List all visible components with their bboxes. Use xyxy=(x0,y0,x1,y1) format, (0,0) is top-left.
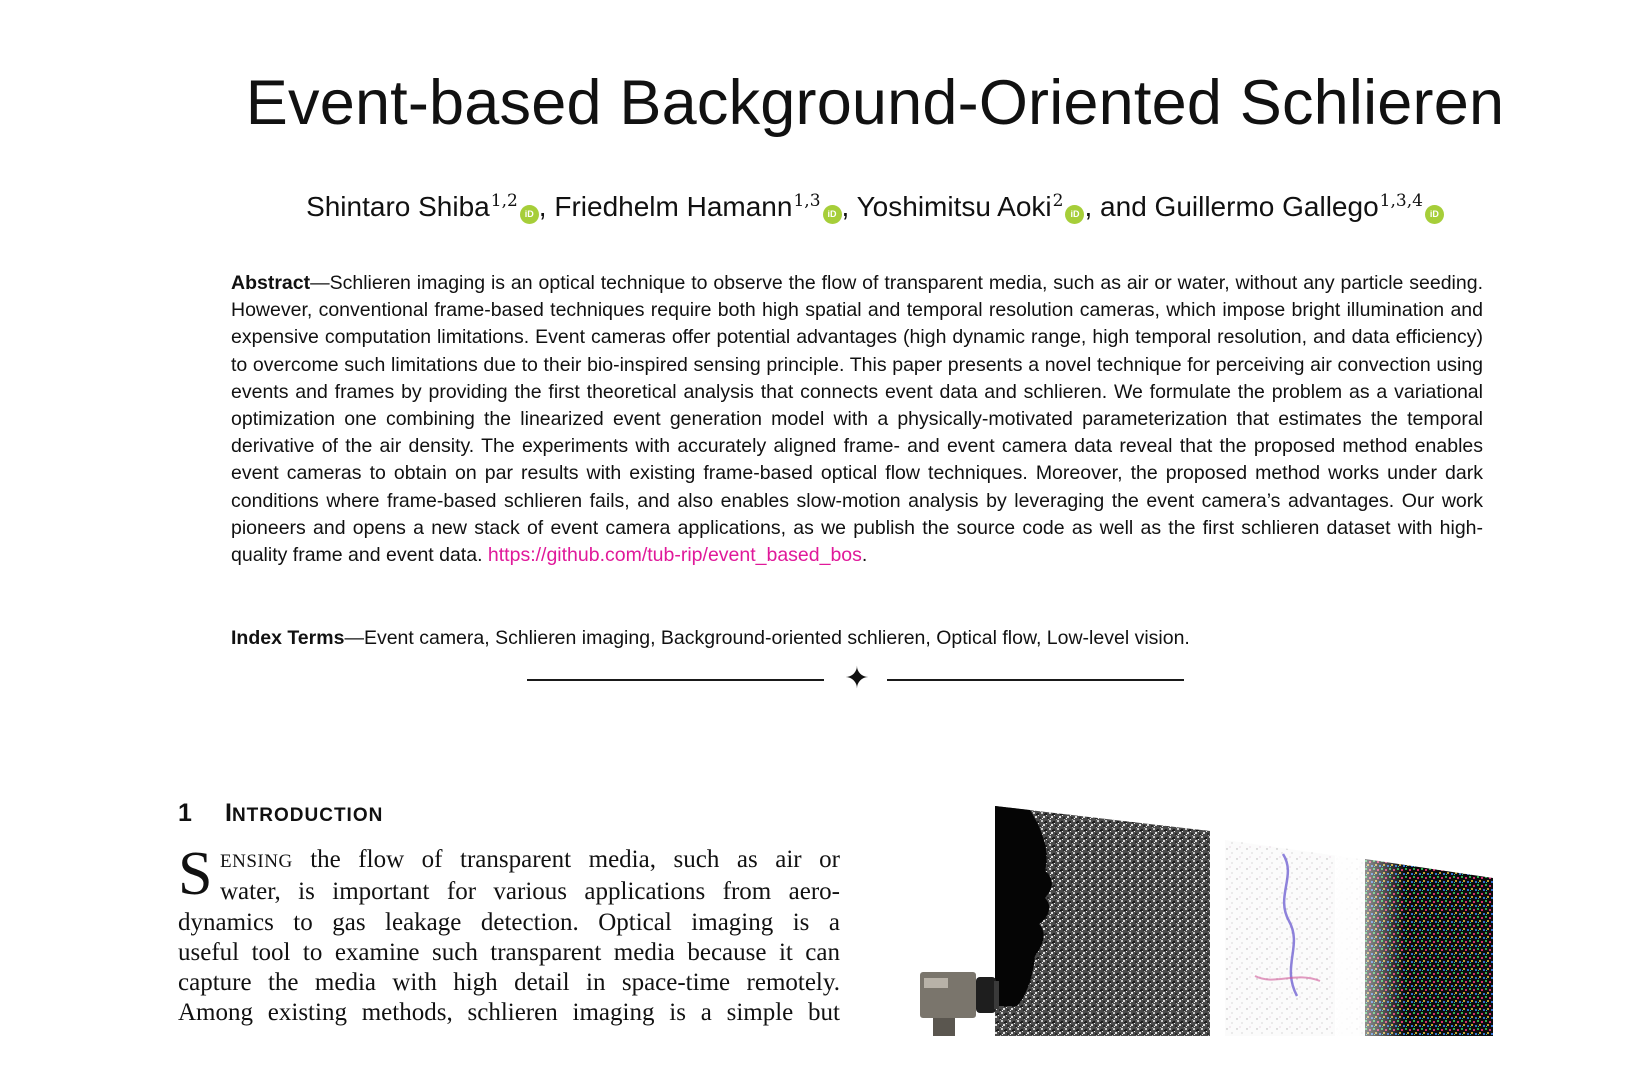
section-title-initial: I xyxy=(225,799,232,827)
section-number: 1 xyxy=(178,799,192,827)
separator-line-left xyxy=(527,679,824,681)
intro-line: capture the media with high detail in space-time remotely. xyxy=(178,969,840,997)
teaser-figure xyxy=(905,796,1525,1036)
author-affiliation: 1,3 xyxy=(793,191,821,211)
author-affiliation: 1,3,4 xyxy=(1379,191,1423,211)
paper-title: Event-based Background-Oriented Schlieren xyxy=(245,68,1505,138)
orcid-icon[interactable]: iD xyxy=(1065,205,1084,224)
github-link[interactable]: https://github.com/tub-rip/event_based_bos xyxy=(487,544,862,567)
author-separator: , xyxy=(538,191,555,222)
index-terms xyxy=(231,624,1483,652)
index-terms-text: Event camera, Schlieren imaging, Background-oriented schlieren, Optical flow, Low-level vision. xyxy=(363,627,1190,649)
author-name: Yoshimitsu Aoki xyxy=(856,191,1052,222)
intro-line-text: the flow of transparent media, such as air or xyxy=(292,846,840,873)
camera-icon xyxy=(920,972,999,1036)
index-terms-label: Index Terms xyxy=(231,627,345,649)
author-name: Guillermo Gallego xyxy=(1154,191,1379,222)
intro-smallcaps: ENSING xyxy=(220,851,293,872)
intro-line: dynamics to gas leakage detection. Optical imaging is a xyxy=(178,908,840,936)
fade-overlay xyxy=(1335,856,1405,1036)
section-title-rest: NTRODUCTION xyxy=(231,805,384,826)
abstract-text: Schlieren imaging is an optical technique to observe the flow of transparent media, such as air or water, without any particle seeding. However, conventional frame-based techniques require both high spatial and temporal resolution cameras, which impose bright illumination and expensive computation limitations. Event cameras offer potential advantages (high dynamic range, high temporal resolution, and data efficiency) to overcome such limitations due to their bio-inspired sensing principle. This paper presents a novel technique for perceiving air convection using events and frames by providing the first theoretical analysis that connects event data and schlieren. We formulate the problem as a variational optimization one combining the linearized event generation model with a physically-motivated parameterization that estimates the temporal derivative of the air density. The experiments with accurately aligned frame- and event camera data reveal that the proposed method enables event cameras to obtain on par results with existing frame-based optical flow techniques. Moreover, the proposed method works under dark conditions where frame-based schlieren fails, and also enables slow-motion analysis by leveraging the event camera’s advantages. Our work pioneers and opens a new stack of event camera applications, as we publish the source code as well as the first schlieren dataset with high-quality frame and event data. xyxy=(231,272,1483,567)
orcid-icon[interactable]: iD xyxy=(1425,205,1444,224)
index-terms-dash: — xyxy=(344,627,364,649)
author-separator: , and xyxy=(1084,191,1155,222)
separator-diamond-icon: ✦ xyxy=(844,661,870,696)
intro-paragraph xyxy=(178,840,840,1029)
orcid-icon[interactable]: iD xyxy=(520,205,539,224)
author-list xyxy=(120,181,1630,227)
author-affiliation: 1,2 xyxy=(490,191,518,211)
intro-line: water, is important for various applications from aero- xyxy=(220,878,840,906)
abstract-dash: — xyxy=(310,272,330,294)
separator-line-right xyxy=(887,679,1184,681)
author-separator: , xyxy=(841,191,857,222)
abstract-label: Abstract xyxy=(231,272,311,294)
author-affiliation: 2 xyxy=(1052,191,1064,211)
drop-cap: S xyxy=(178,840,213,908)
intro-line: Among existing methods, schlieren imaging is a simple but xyxy=(178,999,840,1027)
section-heading xyxy=(178,796,383,833)
intro-line xyxy=(178,845,840,877)
intro-line: useful tool to examine such transparent media because it can xyxy=(178,938,840,966)
author-name: Shintaro Shiba xyxy=(306,191,490,222)
author-name: Friedhelm Hamann xyxy=(554,191,793,222)
orcid-icon[interactable]: iD xyxy=(823,205,842,224)
abstract-link-end: . xyxy=(861,544,868,567)
abstract xyxy=(231,270,1483,569)
